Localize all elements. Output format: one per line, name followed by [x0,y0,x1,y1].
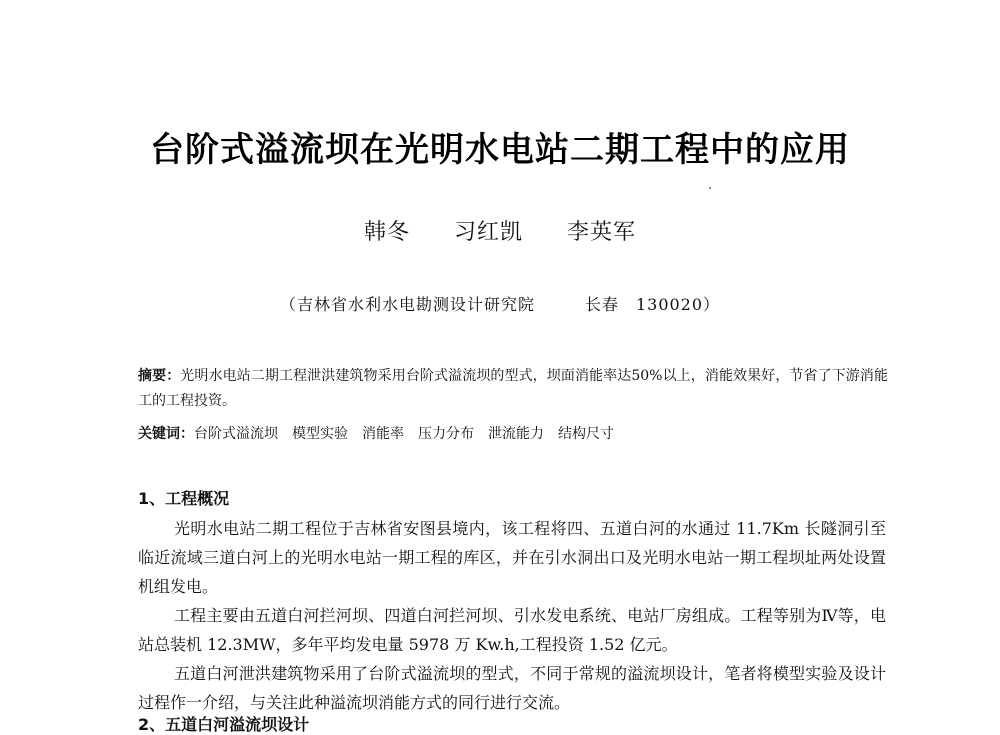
author-name: 韩冬 [363,220,410,245]
keyword: 模型实验 [292,426,348,442]
section-heading: 1、工程概况 [138,489,230,508]
body-paragraph: 工程主要由五道白河拦河坝、四道白河拦河坝、引水发电系统、电站厂房组成。工程等别为Ⅳ等，电站总装机 12.3MW，多年平均发电量 5978 万 Kw.h,工程投资 1.52 亿元。 [138,606,886,654]
section-heading: 2、五道白河溢流坝设计 [138,715,310,734]
keyword: 消能率 [362,426,404,442]
author-list [0,215,1000,246]
keyword: 泄流能力 [488,426,544,442]
keyword: 压力分布 [418,426,474,442]
author-name: 李英军 [567,220,637,245]
keyword: 结构尺寸 [558,426,614,442]
affiliation-city: 长春 130020 [584,295,704,314]
author-name: 习红凯 [453,220,523,245]
affiliation [0,292,1000,315]
affiliation-institute: 吉林省水利水电勘测设计研究院 [296,295,535,314]
abstract-label: 摘要： [138,368,181,384]
scan-speck [709,187,711,189]
body-paragraph: 光明水电站二期工程位于吉林省安图县境内，该工程将四、五道白河的水通过 11.7Km 长隧洞引至临近流域三道白河上的光明水电站一期工程的库区，并在引水洞出口及光明水电站一期工程坝址两处设置机组发电。 [138,519,886,596]
affiliation-close-paren: ） [703,295,721,314]
keyword: 台阶式溢流坝 [194,426,278,442]
abstract-text: 光明水电站二期工程泄洪建筑物采用台阶式溢流坝的型式，坝面消能率达50%以上，消能效果好，节省了下游消能工的工程投资。 [138,368,888,409]
keywords-label: 关键词： [138,426,194,442]
keywords [138,422,888,447]
body-paragraph: 五道白河泄洪建筑物采用了台阶式溢流坝的型式，不同于常规的溢流坝设计，笔者将模型实验及设计过程作一介绍，与关注此种溢流坝消能方式的同行进行交流。 [138,664,886,712]
abstract [138,364,888,414]
affiliation-open-paren: （ [279,295,297,314]
paper-title: 台阶式溢流坝在光明水电站二期工程中的应用 [150,130,850,170]
